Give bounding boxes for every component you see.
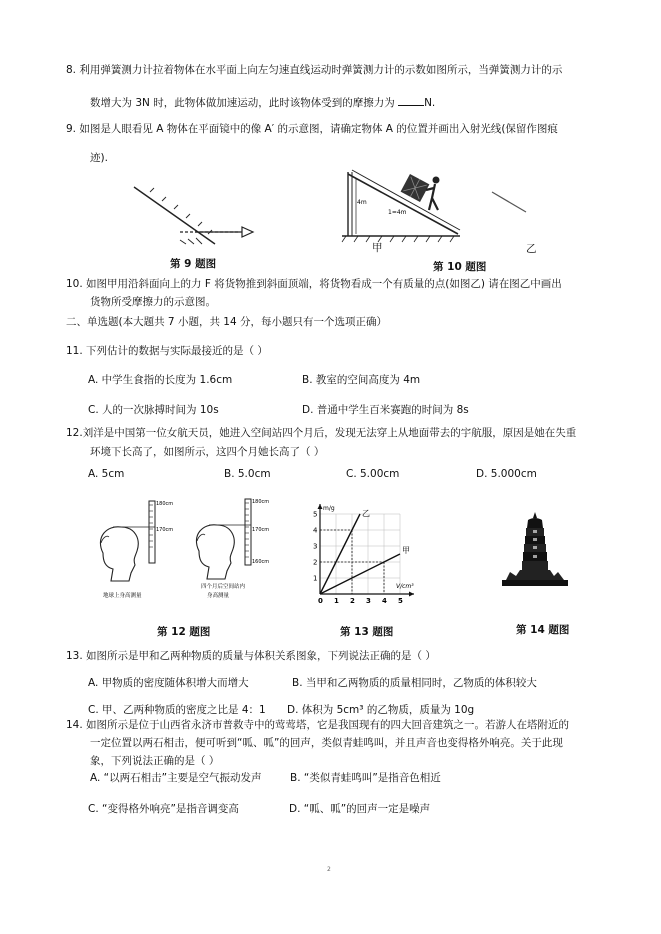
fig12-label-earth: 地球上身高测量 bbox=[103, 593, 142, 599]
q14-line1: 14. 如图所示是位于山西省永济市普救寺中的莺莺塔，它是我国现有的四大回音建筑之一。若游人在塔附近的 bbox=[66, 719, 570, 731]
q11-option-d[interactable]: D. 普通中学生百米赛跑的时间为 8s bbox=[302, 404, 469, 416]
fig9-caption: 第 9 题图 bbox=[170, 258, 217, 270]
chart-x-tick-label: 5 bbox=[398, 597, 403, 605]
q11-option-c[interactable]: C. 人的一次脉搏时间为 10s bbox=[88, 404, 219, 416]
q12-option-c[interactable]: C. 5.00cm bbox=[346, 468, 400, 480]
chart-x-tick-label: 0 bbox=[318, 597, 323, 605]
fig12-label-station-1: 四个月后空间站内 bbox=[201, 584, 246, 590]
fig14-caption: 第 14 题图 bbox=[516, 624, 570, 636]
chart-x-tick-label: 1 bbox=[334, 597, 339, 605]
q14-option-a[interactable]: A. “以两石相击”主要是空气振动发声 bbox=[90, 772, 262, 784]
q14-line2: 一定位置以两石相击，便可听到“呱、呱”的回声，类似青蛙鸣叫，并且声音也变得格外响亮。关于此现 bbox=[90, 737, 563, 749]
q13-stem: 13. 如图所示是甲和乙两种物质的质量与体积关系图象，下列说法正确的是（ ） bbox=[66, 650, 436, 662]
q13-option-a[interactable]: A. 甲物质的密度随体积增大而增大 bbox=[88, 677, 249, 689]
fig10-dim-h: 4m bbox=[357, 199, 367, 206]
q8-line2-text: 数增大为 3N 时，此物体做加速运动，此时该物体受到的摩擦力为 bbox=[90, 97, 395, 109]
chart-x-arrow bbox=[409, 592, 414, 597]
chart-y-axis-label: m/g bbox=[323, 505, 335, 512]
fig12-tick-170-right: 170cm bbox=[252, 527, 270, 533]
fig10-label-jia: 甲 bbox=[372, 242, 383, 254]
q12-line2: 环境下长高了，如图所示，这四个月她长高了（ ） bbox=[90, 446, 325, 458]
fig12-caption: 第 12 题图 bbox=[157, 626, 211, 638]
chart-y-tick-label: 3 bbox=[313, 542, 318, 551]
chart-x-tick-label: 2 bbox=[350, 597, 355, 605]
fig14-pagoda-picture bbox=[500, 510, 570, 590]
fig12-tick-170-left: 170cm bbox=[156, 527, 174, 533]
fig10-yi-line bbox=[490, 188, 530, 218]
q12-line1: 12.刘洋是中国第一位女航天员，她进入空间站四个月后，发现无法穿上从地面带去的宇航服，原因是她在失重 bbox=[66, 427, 577, 439]
fig10-incline-diagram bbox=[336, 168, 466, 246]
fig10-caption: 第 10 题图 bbox=[433, 261, 487, 273]
q14-option-b[interactable]: B. “类似青蛙鸣叫”是指音色相近 bbox=[290, 772, 441, 784]
fig9-mirror-diagram bbox=[120, 182, 280, 262]
q12-option-b[interactable]: B. 5.0cm bbox=[224, 468, 271, 480]
q11-option-a[interactable]: A. 中学生食指的长度为 1.6cm bbox=[88, 374, 233, 386]
chart-series-label-0: 乙 bbox=[362, 509, 370, 518]
fig13-caption: 第 13 题图 bbox=[340, 626, 394, 638]
section-heading: 二、单选题(本大题共 7 小题，共 14 分，每小题只有一个选项正确） bbox=[66, 316, 387, 328]
fig13-mass-volume-chart bbox=[306, 496, 426, 608]
q8-line1: 8. 利用弹簧测力计拉着物体在水平面上向左匀速直线运动时弹簧测力计的示数如图所示，当弹簧测力计的示 bbox=[66, 64, 563, 76]
q12-option-d[interactable]: D. 5.000cm bbox=[476, 468, 537, 480]
q9-line1: 9. 如图是人眼看见 A 物体在平面镜中的像 A′ 的示意图，请确定物体 A 的位置并画出入射光线(保留作图痕 bbox=[66, 123, 558, 135]
fig10-label-yi: 乙 bbox=[526, 243, 537, 255]
chart-series-line-0 bbox=[320, 514, 360, 594]
chart-x-tick-label: 4 bbox=[382, 597, 387, 605]
q14-line3: 象，下列说法正确的是（ ） bbox=[90, 755, 220, 767]
chart-y-tick-label: 1 bbox=[313, 574, 318, 583]
q10-line2: 货物所受摩擦力的示意图。 bbox=[90, 296, 216, 308]
q9-line2: 迹). bbox=[90, 152, 108, 164]
q14-option-c[interactable]: C. “变得格外响亮”是指音调变高 bbox=[88, 803, 239, 815]
fig12-tick-160-right: 160cm bbox=[252, 559, 270, 565]
q13-option-d[interactable]: D. 体积为 5cm³ 的乙物质，质量为 10g bbox=[287, 704, 475, 716]
q10-line1: 10. 如图甲用沿斜面向上的力 F 将货物推到斜面顶端，将货物看成一个有质量的点(如图乙) 请在图乙中画出 bbox=[66, 278, 562, 290]
q11-stem: 11. 下列估计的数据与实际最接近的是（ ） bbox=[66, 345, 268, 357]
chart-series-line-1 bbox=[320, 554, 400, 594]
chart-y-tick-label: 4 bbox=[313, 526, 318, 535]
fig12-height-diagram bbox=[93, 495, 293, 605]
chart-y-tick-label: 5 bbox=[313, 510, 318, 519]
chart-y-tick-label: 2 bbox=[313, 558, 318, 567]
chart-y-arrow bbox=[318, 504, 323, 509]
fig12-tick-180-right: 180cm bbox=[252, 499, 270, 505]
q14-option-d[interactable]: D. “呱、呱”的回声一定是噪声 bbox=[289, 803, 431, 815]
q13-option-b[interactable]: B. 当甲和乙两物质的质量相同时，乙物质的体积较大 bbox=[292, 677, 537, 689]
answer-blank[interactable] bbox=[398, 95, 424, 106]
q8-unit: N. bbox=[424, 97, 436, 109]
fig12-label-station-2: 身高测量 bbox=[207, 593, 230, 599]
page-number: 2 bbox=[327, 866, 331, 873]
fig12-tick-180-left: 180cm bbox=[156, 501, 174, 507]
chart-x-tick-label: 3 bbox=[366, 597, 371, 605]
chart-series-label-1: 甲 bbox=[402, 546, 410, 555]
q8-line2 bbox=[90, 95, 435, 110]
q11-option-b[interactable]: B. 教室的空间高度为 4m bbox=[302, 374, 421, 386]
fig10-dim-l: 1=4m bbox=[388, 209, 407, 216]
q13-option-c[interactable]: C. 甲、乙两种物质的密度之比是 4：1 bbox=[88, 704, 266, 716]
q12-option-a[interactable]: A. 5cm bbox=[88, 468, 125, 480]
chart-x-axis-label: V/cm³ bbox=[396, 583, 414, 590]
